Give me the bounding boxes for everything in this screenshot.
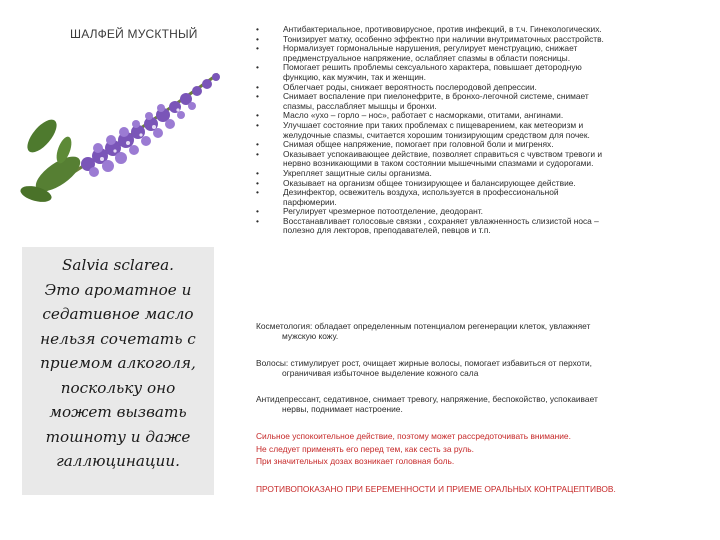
note-line: Salvia sclarea.	[62, 256, 174, 274]
sage-plant-image	[18, 44, 233, 214]
page-title: ШАЛФЕЙ МУСКТНЫЙ	[70, 27, 198, 41]
note-text	[22, 253, 214, 474]
warning-line: При значительных дозах возникает головная боль.	[256, 456, 455, 466]
benefit-item: • Облегчает роды, снижает вероятность послеродовой депрессии.	[256, 83, 716, 93]
contraindication: ПРОТИВОПОКАЗАНО ПРИ БЕРЕМЕННОСТИ И ПРИЕМЕ ОРАЛЬНЫХ КОНТРАЦЕПТИВОВ.	[256, 484, 616, 494]
benefit-item: • Оказывает успокаивающее действие, позволяет справиться с чувством тревоги и нервно возникающими в таком состоянии мышечными спазмами и судорогами.	[256, 150, 716, 169]
note-line: может вызвать	[49, 403, 187, 421]
antidepressant-paragraph: Антидепрессант, седативное, снимает тревогу, напряжение, беспокойство, успокаивает нервы, поднимает настроение.	[256, 394, 598, 414]
note-line: седативное масло	[42, 305, 194, 323]
benefit-item: • Нормализует гормональные нарушения, регулирует менструацию, снижает предменструальное напряжение, ослабляет спазмы в области поясницы.	[256, 44, 716, 63]
note-line: поскольку оно	[60, 378, 176, 397]
benefit-item: • Тонизирует матку, особенно эффектно при наличии внутриматочных расстройств.	[256, 35, 716, 45]
benefit-item: • Улучшает состояние при таких проблемах с пищеварением, как метеоризм и желудочные спазмы, считается хорошим тонизирующим средством для почек.	[256, 121, 716, 140]
note-line: тошноту и даже	[45, 427, 191, 446]
benefit-item: • Антибактериальное, противовирусное, против инфекций, в т.ч. Гинекологических.	[256, 25, 716, 35]
benefit-item: • Снимает воспаление при пиелонефрите, в бронхо-легочной системе, снимает спазмы, расслабляет мышцы и бронхи.	[256, 92, 716, 111]
hair-paragraph: Волосы: стимулирует рост, очищает жирные волосы, помогает избавиться от перхоти, ограничивая избыточное выделение кожного сала	[256, 358, 592, 378]
benefit-item: • Оказывает на организм общее тонизирующее и балансирующее действие.	[256, 179, 716, 189]
benefit-item: • Снимая общее напряжение, помогает при головной боли и мигренях.	[256, 140, 716, 150]
warning-line: Сильное успокоительное действие, поэтому может рассредоточивать внимание.	[256, 431, 571, 441]
benefit-item: • Укрепляет защитные силы организма.	[256, 169, 716, 179]
cosmetology-paragraph: Косметология: обладает определенным потенциалом регенерации клеток, увлажняет мужскую кожу.	[256, 321, 591, 341]
benefit-item: • Регулирует чрезмерное потоотделение, деодорант.	[256, 207, 716, 217]
benefits-list	[256, 25, 716, 236]
warning-line: Не следует применять его перед тем, как сесть за руль.	[256, 443, 474, 454]
benefit-item: • Масло «ухо – горло – нос», работает с насморками, отитами, ангинами.	[256, 111, 716, 121]
note-box	[22, 247, 214, 495]
benefit-item: • Помогает решить проблемы сексуального характера, повышает детородную функцию, как мужчин, так и женщин.	[256, 63, 716, 82]
benefit-item: • Восстанавливает голосовые связки , сохраняет увлажненность слизистой носа – полезно для лекторов, преподавателей, певцов и т.п.	[256, 217, 716, 236]
note-line: нельзя сочетать с	[40, 329, 196, 348]
note-line: приемом алкоголя,	[40, 354, 196, 372]
note-line: Это ароматное и	[44, 280, 192, 299]
warnings-block	[256, 430, 696, 468]
note-line: галлюцинации.	[56, 452, 180, 470]
benefit-item: • Дезинфектор, освежитель воздуха, используется в профессиональной парфюмерии.	[256, 188, 716, 207]
